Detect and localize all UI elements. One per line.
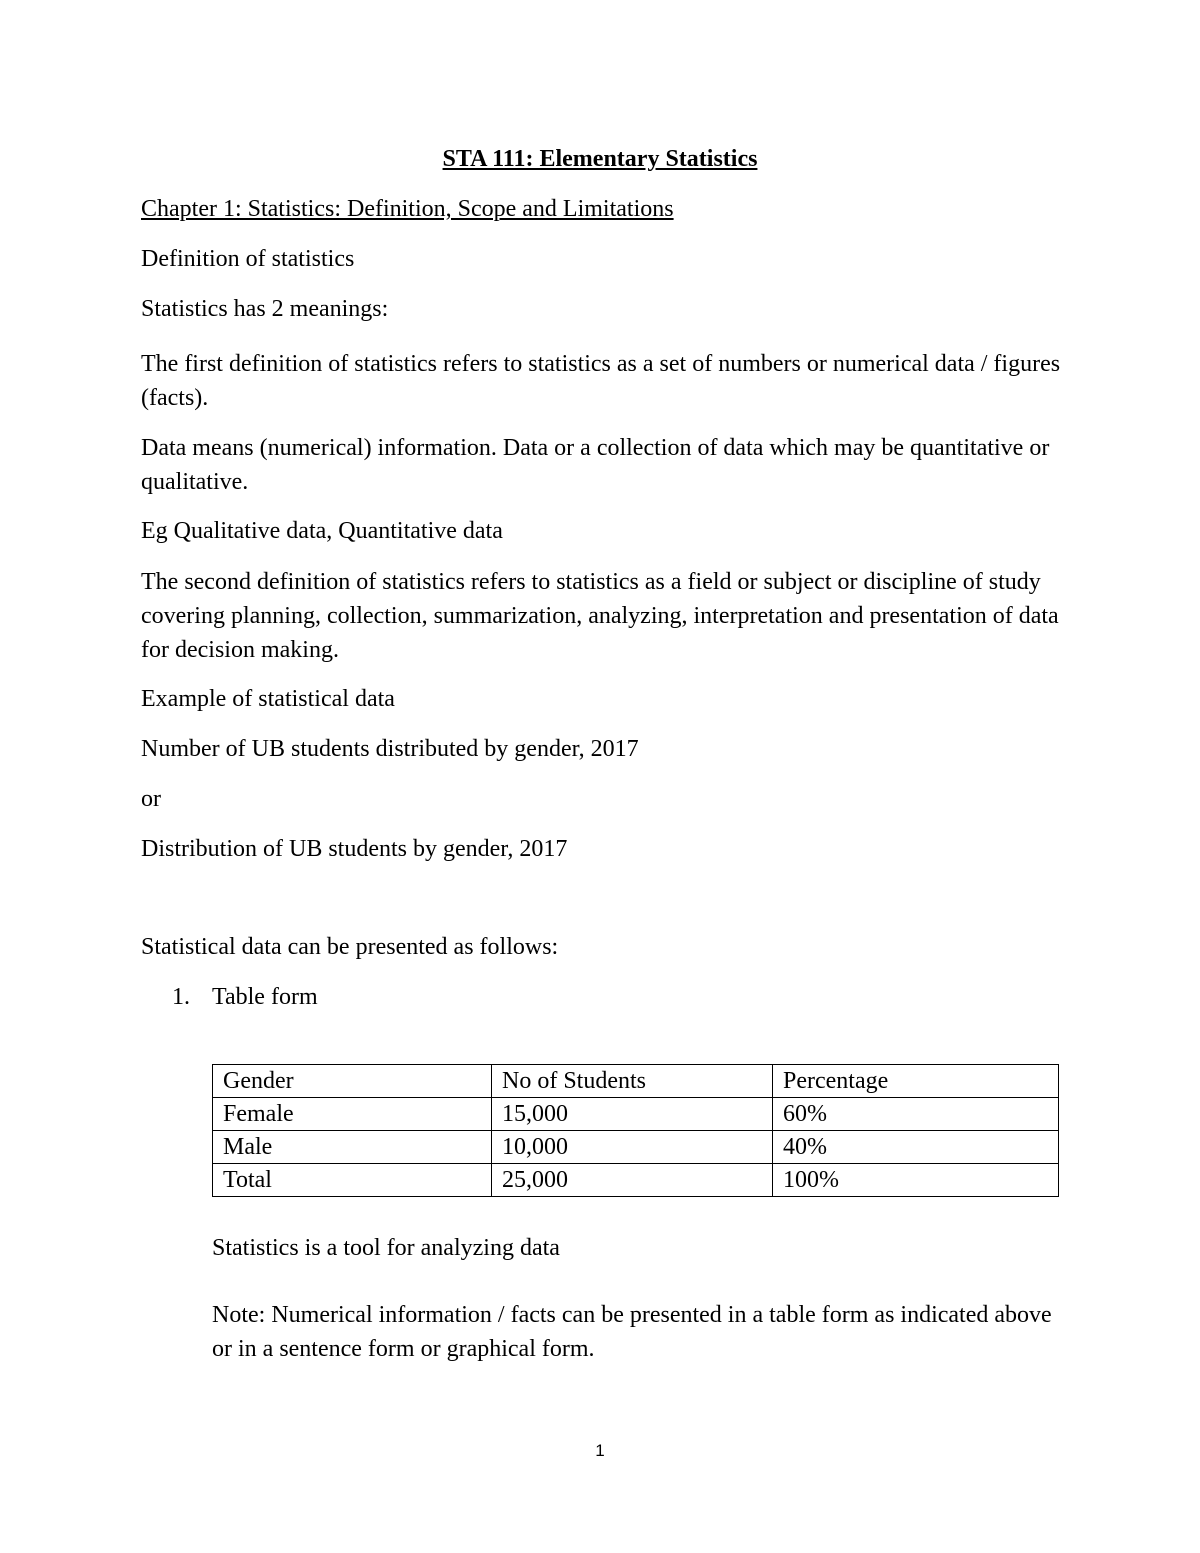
table-cell: 60%	[773, 1098, 1059, 1131]
page-number: 1	[595, 1441, 605, 1460]
table-header-row	[213, 1065, 1059, 1098]
table-row	[213, 1131, 1059, 1164]
table-cell: 100%	[773, 1164, 1059, 1197]
document-title: STA 111: Elementary Statistics	[442, 146, 758, 172]
example-or: or	[141, 786, 161, 812]
meanings-intro: Statistics has 2 meanings:	[141, 296, 389, 322]
second-definition-paragraph: The second definition of statistics refers to statistics as a field or subject or discipline of study covering planning, collection, summarization, analyzing, interpretation and presentation of data for decision making.	[141, 569, 1059, 663]
presented-intro: Statistical data can be presented as follows:	[141, 934, 559, 960]
definition-heading: Definition of statistics	[141, 246, 355, 272]
note-paragraph: Note: Numerical information / facts can be presented in a table form as indicated above or in a sentence form or graphical form.	[212, 1302, 1052, 1362]
eg-line: Eg Qualitative data, Quantitative data	[141, 518, 503, 544]
example-heading: Example of statistical data	[141, 686, 395, 712]
table-cell: 25,000	[492, 1164, 773, 1197]
table-cell: Total	[213, 1164, 492, 1197]
list-item-text: Table form	[212, 984, 318, 1010]
table-row	[213, 1098, 1059, 1131]
table-header-cell: No of Students	[492, 1065, 773, 1098]
list-item	[172, 980, 318, 1014]
table-cell: Male	[213, 1131, 492, 1164]
table-cell: 40%	[773, 1131, 1059, 1164]
table-row	[213, 1164, 1059, 1197]
data-means-paragraph: Data means (numerical) information. Data or a collection of data which may be quantitative or qualitative.	[141, 435, 1050, 495]
table-cell: Female	[213, 1098, 492, 1131]
table-header-cell: Gender	[213, 1065, 492, 1098]
first-definition-paragraph: The first definition of statistics refers to statistics as a set of numbers or numerical data / figures (facts).	[141, 351, 1061, 411]
list-item-number: 1.	[172, 984, 190, 1010]
example-line-1: Number of UB students distributed by gender, 2017	[141, 736, 639, 762]
table-cell: 10,000	[492, 1131, 773, 1164]
table-header-cell: Percentage	[773, 1065, 1059, 1098]
table-cell: 15,000	[492, 1098, 773, 1131]
tool-line: Statistics is a tool for analyzing data	[212, 1235, 560, 1261]
example-line-2: Distribution of UB students by gender, 2017	[141, 836, 568, 862]
chapter-heading: Chapter 1: Statistics: Definition, Scope and Limitations	[141, 196, 674, 222]
gender-table	[212, 1064, 1059, 1197]
